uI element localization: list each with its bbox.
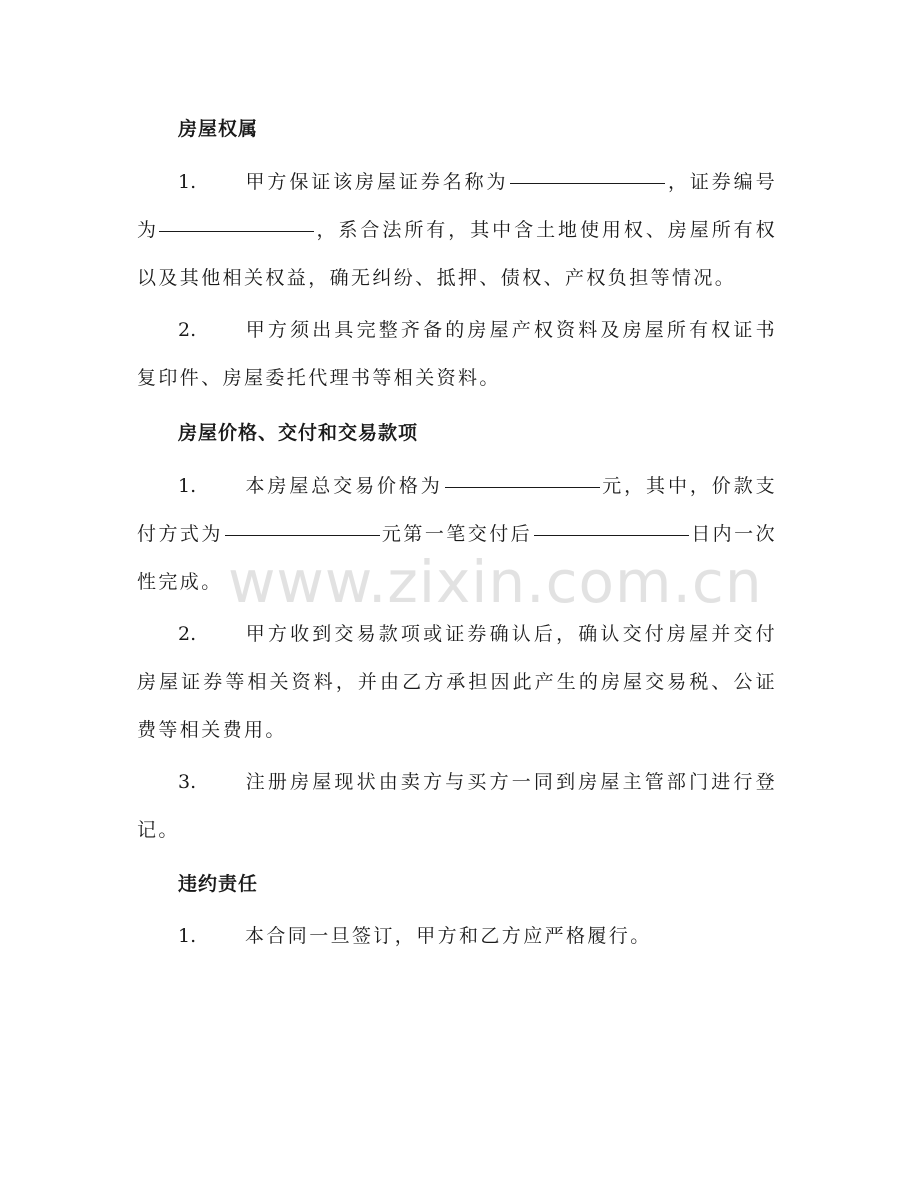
ownership-item-2	[137, 306, 777, 402]
section-heading-ownership: 房屋权属	[178, 118, 259, 140]
item-text: 注册房屋现状由卖方与买方一同到房屋主管部门进行登记。	[137, 771, 777, 841]
blank-line	[159, 230, 314, 232]
item-text: 甲方保证该房屋证券名称为	[245, 171, 509, 193]
blank-line	[510, 182, 665, 184]
item-text: 甲方须出具完整齐备的房屋产权资料及房屋所有权证书复印件、房屋委托代理书等相关资料。	[137, 319, 777, 389]
section-heading-liability: 违约责任	[178, 873, 259, 895]
section-heading-price: 房屋价格、交付和交易款项	[178, 422, 419, 444]
item-number: 1.	[178, 925, 197, 947]
item-number: 1.	[178, 171, 197, 193]
item-number: 2.	[178, 319, 197, 341]
item-text: 甲方收到交易款项或证券确认后，确认交付房屋并交付房屋证券等相关资料，并由乙方承担因此产生的房屋交易税、公证费等相关费用。	[137, 623, 777, 741]
item-text: ，证券编号为	[137, 171, 777, 241]
item-text: ，系合法所有，其中含土地使用权、房屋所有权以及其他相关权益，确无纠纷、抵押、债权、产权负担等情况。	[137, 219, 778, 289]
item-text: 元，其中，价款支付方式为	[137, 475, 778, 545]
ownership-item-1	[137, 158, 777, 302]
item-text: 本房屋总交易价格为	[245, 475, 443, 497]
item-text: 本合同一旦签订，甲方和乙方应严格履行。	[245, 925, 652, 947]
blank-line	[225, 534, 380, 536]
price-item-2	[137, 610, 777, 754]
item-number: 1.	[178, 475, 197, 497]
watermark: www.zixin.com.cn	[228, 548, 763, 616]
item-text: 日内一次性完成。	[137, 523, 777, 593]
blank-line	[445, 486, 600, 488]
item-number: 2.	[178, 623, 197, 645]
price-item-3	[137, 758, 777, 854]
item-number: 3.	[178, 771, 197, 793]
blank-line	[534, 534, 689, 536]
liability-item-1	[137, 912, 777, 960]
item-text: 元第一笔交付后	[381, 523, 533, 545]
